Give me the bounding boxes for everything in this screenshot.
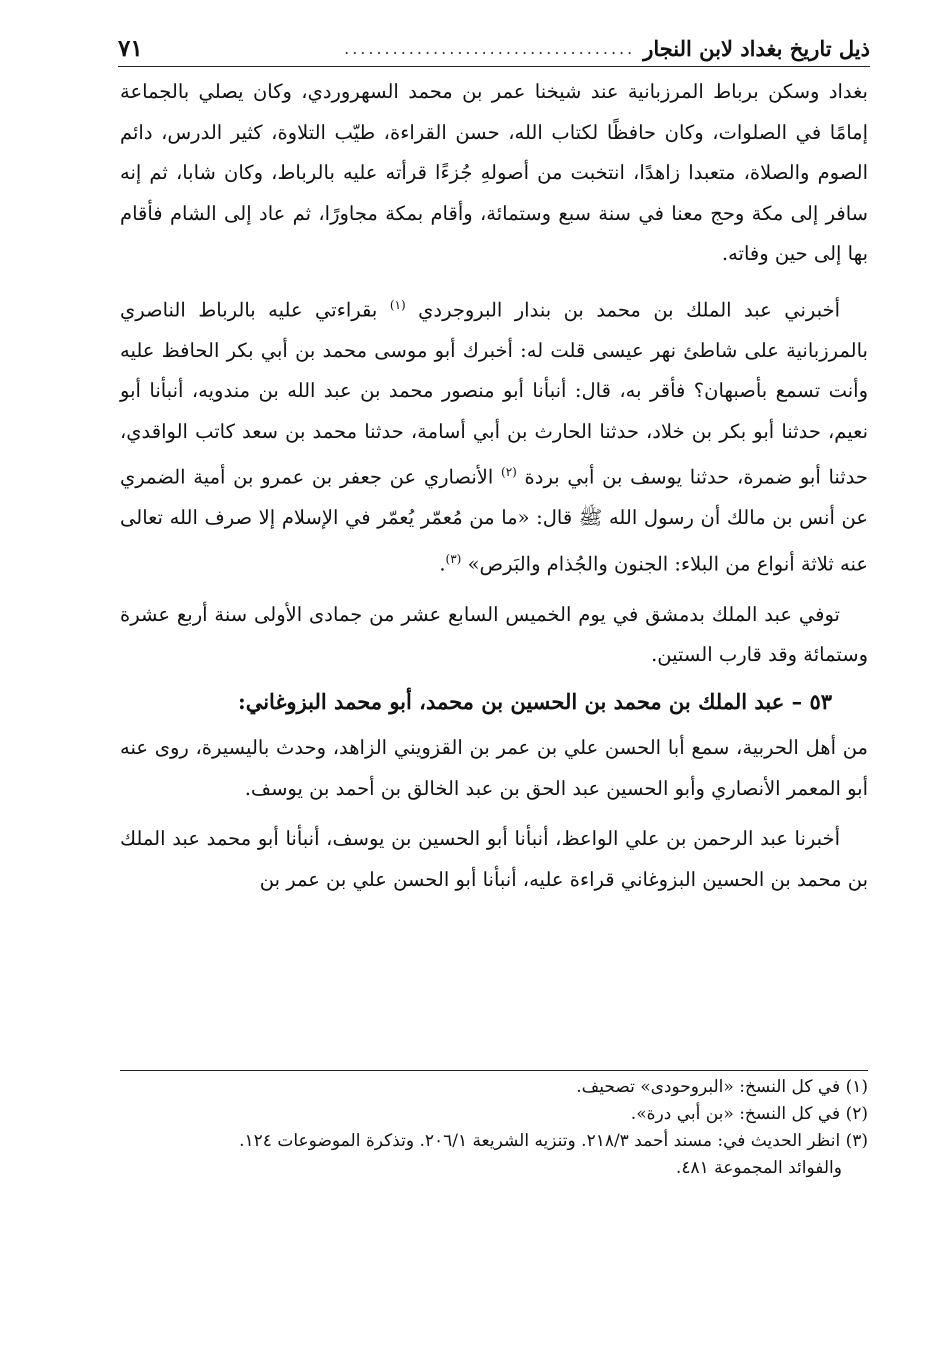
page-number: ٧١ [118,34,143,62]
paragraph-5: أخبرنا عبد الرحمن بن علي الواعظ، أنبأنا أبو الحسين بن يوسف، أنبأنا أبو محمد عبد الملك بن محمد بن الحسين البزوغاني قراءة عليه، أنبأنا أبو الحسن علي بن عمر بن [120,827,868,891]
footnote-divider [120,1070,868,1071]
running-header-title: ذيل تاريخ بغداد لابن النجار [643,35,870,61]
paragraph-4: من أهل الحربية، سمع أبا الحسن علي بن عمر بن القزويني الزاهد، وحدث باليسيرة، روى عنه أبو المعمر الأنصاري وأبو الحسين عبد الحق بن عبد الخالق بن أحمد بن يوسف. [120,736,868,800]
footnote-1: (١) في كل النسخ: «البروحودى» تصحيف. [576,1077,868,1097]
footnote-3: (٣) انظر الحديث في: مسند أحمد ٢١٨/٣. وتنزيه الشريعة ٢٠٦/١. وتذكرة الموضوعات ١٢٤. [239,1131,868,1151]
paragraph-2 [120,285,868,585]
footnote-ref-3: (٣) [445,551,462,566]
entry-heading: ٥٣ – عبد الملك بن محمد بن الحسين بن محمد، أبو محمد البزوغاني: [237,688,832,714]
footnote-2: (٢) في كل النسخ: «بن أبي درة». [630,1104,868,1124]
header-leader-dots: .................................... [344,38,636,58]
running-header [118,30,870,67]
footnote-3-continuation: والفوائد المجموعة ٤٨١. [675,1158,842,1178]
paragraph-2-part-b: بقراءتي عليه بالرباط الناصري بالمرزبانية على شاطئ نهر عيسى قلت له: أخبرك أبو موسى محمد بن أبي بكر الحافظ عليه وأنت تسمع بأصبهان؟ فأقر به، قال: أنبأنا أبو منصور محمد بن عبد الله بن مندويه، أنبأنا أبو نعيم، حدثنا أبو بكر بن خلاد، حدثنا الحارث بن أبي أسامة، حدثنا محمد بن سعد كاتب الواقدي، حدثنا أبو ضمرة، حدثنا يوسف بن أبي بردة [120,298,868,489]
paragraph-2-part-a: أخبرني عبد الملك بن محمد بن بندار البروجردي [418,298,841,321]
footnote-ref-1: (١) [389,297,406,312]
paragraph-1: بغداد وسكن برباط المرزبانية عند شيخنا عمر بن محمد السهروردي، وكان يصلي بالجماعة إمامًا في الصلوات، وكان حافظًا لكتاب الله، حسن القراءة، طيّب التلاوة، كثير الدرس، دائم الصوم والصلاة، متعبدا زاهدًا، انتخبت من أصولهِ جُزءًا قرأته عليه بالرباط، وكان شابا، ثم إنه سافر إلى مكة وحج معنا في سنة سبع وستمائة، وأقام بمكة مجاورًا، ثم عاد إلى الشام فأقام بها إلى حين وفاته. [120,80,868,265]
main-text [120,72,868,900]
paragraph-3: توفي عبد الملك بدمشق في يوم الخميس السابع عشر من جمادى الأولى سنة أربع عشرة وستمائة وقد قارب الستين. [120,602,868,666]
paragraph-2-end: . [439,552,446,575]
footnotes [120,1074,868,1182]
paragraph-2-part-c: الأنصاري عن جعفر بن عمرو بن أمية الضمري عن أنس بن مالك أن رسول الله ﷺ قال: «ما من مُعمّر يُعمّر في الإسلام إلا صرف الله تعالى عنه ثلاثة أنواع من البلاء: الجنون والجُذام والبَرص» [120,465,868,575]
footnote-ref-2: (٢) [501,465,517,479]
